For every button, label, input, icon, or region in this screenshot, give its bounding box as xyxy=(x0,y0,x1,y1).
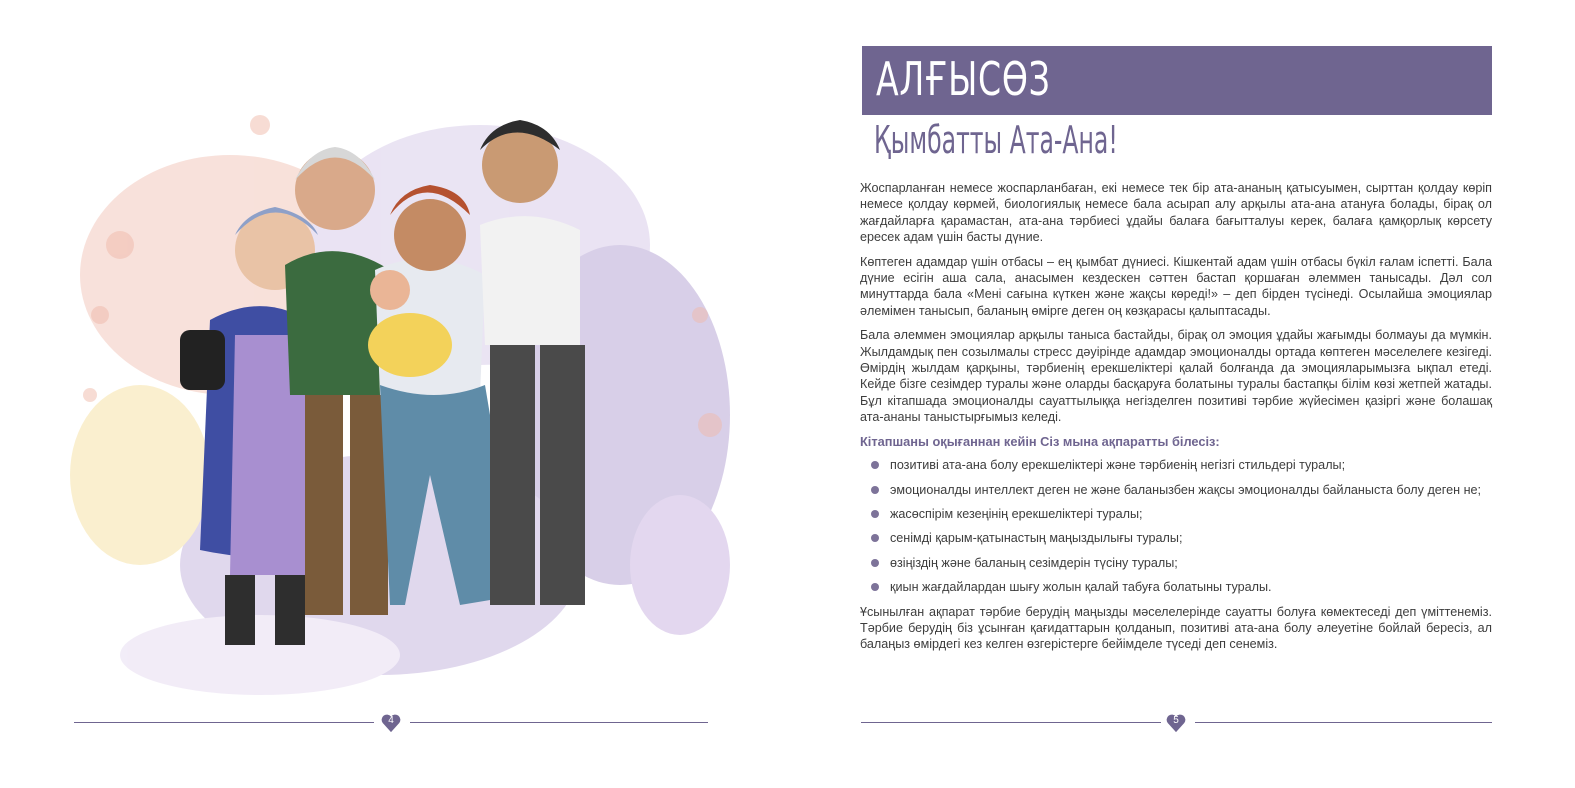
page-number-heart xyxy=(380,712,402,734)
list-item: позитиві ата-ана болу ерекшеліктері және тәрбиенің негізгі стильдері туралы; xyxy=(860,457,1492,473)
page-number: 4 xyxy=(388,715,394,726)
page-number: 5 xyxy=(1173,715,1179,726)
list-item: өзіңіздің және баланың сезімдерін түсіну туралы; xyxy=(860,555,1492,571)
bullet-icon xyxy=(871,461,879,469)
paragraph: Көптеген адамдар үшін отбасы – ең қымбат дүниесі. Кішкентай адам үшін отбасы бүкіл ғалам іспетті. Бала дүние есігін аша сала, анасымен кездескен сәттен бастап қоршаған әлеммен танысады. Дәл сол минуттарда бала «Мені сағына күткен және жақсы көреді!» – деп бірден түсінеді. Осылайша эмоциялар әлемімен танысып, баланың өмірге деген оң көзқарасы қалыптасады. xyxy=(860,254,1492,318)
footer-rule-left-2 xyxy=(410,722,708,723)
body-text xyxy=(860,180,1492,661)
footer-rule-right xyxy=(861,722,1161,723)
bullet-icon xyxy=(871,583,879,591)
list-item: эмоционалды интеллект деген не және баланызбен жақсы эмоционалды байланыста болу деген не; xyxy=(860,482,1492,498)
bullet-icon xyxy=(871,486,879,494)
list-item: қиын жағдайлардан шығу жолын қалай табуға болатыны туралы. xyxy=(860,579,1492,595)
list-item: сенімді қарым-қатынастың маңыздылығы туралы; xyxy=(860,530,1492,546)
footer-rule-right-2 xyxy=(1195,722,1492,723)
bullet-list xyxy=(860,457,1492,595)
page-subtitle: Қымбатты Ата-Ана! xyxy=(874,118,1118,162)
lead-heading: Кітапшаны оқығаннан кейін Сіз мына ақпаратты білесіз: xyxy=(860,433,1220,449)
paragraph: Жоспарланған немесе жоспарланбаған, екі немесе тек бір ата-ананың қатысуымен, сырттан қолдау көріп немесе қолдау көрмей, биологиялық немесе бала асырап алу арқылы ата-ана атануға болады, бірақ ол жағдайларға қарамастан, ата-ана тәрбиесі ұдайы балаға бағытталуы керек, балаға қамқорлық көрсету ересек адам үшін басты дүние. xyxy=(860,181,1492,245)
footer-rule-left xyxy=(74,722,374,723)
paragraph: Бала әлеммен эмоциялар арқылы таныса бастайды, бірақ ол эмоция ұдайы жағымды болмауы да мүмкін. Жылдамдық пен созылмалы стресс дәуірінде адамдар эмоционалды ортада көптеген мәселелеге кезігеді. Өмірдің жылдам қарқыны, тәрбиенің ерекшеліктері қалай болғанда да эмоцияларымызға ықпал етеді. Кейде бізге сезімдер туралы және оларды басқаруға болатыны туралы бастапқы білім көзі жетпей жатады. Бұл кітапшада эмоционалды сауаттылыққа негізделген позитиві тәрбие жүйесімен қазіргі және болашақ ата-ананы таныстырғымыз келеді. xyxy=(860,328,1492,425)
left-page xyxy=(0,0,787,788)
list-item: жасөспірім кезеңінің ерекшеліктері туралы; xyxy=(860,506,1492,522)
page-number-heart xyxy=(1165,712,1187,734)
page-title: АЛҒЫСӨЗ xyxy=(876,52,1051,106)
closing-paragraph: Ұсынылған ақпарат тәрбие берудің маңызды мәселелерінде сауатты болуға көмектеседі деп үміттенеміз. Тәрбие берудің біз ұсынған қағидаттарын қолданып, позитиві ата-ана болу әлеуетіне бойлай бересіз, ал балаңыз өмірдегі кез келген өзгерістерге бейімделе түседі деп сенеміз. xyxy=(860,604,1492,652)
family-illustration xyxy=(60,95,750,715)
title-banner xyxy=(862,46,1492,115)
bullet-icon xyxy=(871,510,879,518)
bullet-icon xyxy=(871,559,879,567)
right-page xyxy=(787,0,1575,788)
bullet-icon xyxy=(871,534,879,542)
